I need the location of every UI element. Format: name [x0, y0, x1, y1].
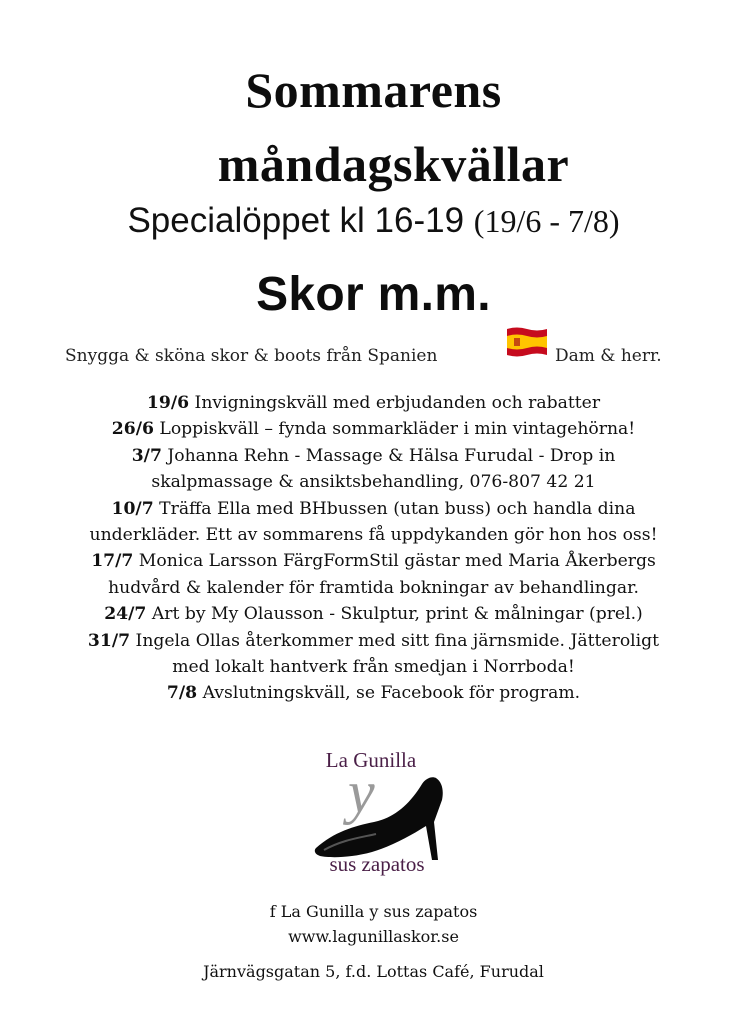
event-list [30, 390, 717, 707]
tagline-text: Snygga & sköna skor & boots från Spanien [65, 346, 438, 366]
logo-subtitle: sus zapatos [329, 852, 425, 876]
event-text: Monica Larsson FärgFormStil gästar med Maria Åkerbergs [133, 551, 656, 572]
address: Järnvägsgatan 5, f.d. Lottas Café, Furudal [203, 962, 544, 981]
event-item-continued: med lokalt hantverk från smedjan i Norrboda! [172, 657, 575, 678]
event-date: 26/6 [111, 419, 154, 440]
event-date: 10/7 [111, 498, 154, 519]
event-item-continued: skalpmassage & ansiktsbehandling, 076-807 42 21 [151, 472, 596, 493]
event-text: Invigningskväll med erbjudanden och rabatter [189, 393, 601, 413]
event-item [30, 416, 717, 442]
opening-hours [0, 196, 747, 246]
event-date: 31/7 [87, 630, 131, 651]
event-date: 17/7 [91, 551, 134, 572]
event-text: Ingela Ollas återkommer med sitt fina järnsmide. Jätteroligt [130, 630, 660, 651]
title-line-1: Sommarens [245, 62, 502, 118]
opening-hours-text: Specialöppet kl 16-19 [127, 201, 465, 240]
event-text: Art by My Olausson - Skulptur, print & målningar (prel.) [146, 604, 643, 625]
event-text: Avslutningskväll, se Facebook för program. [197, 683, 581, 704]
event-date: 3/7 [131, 445, 162, 466]
facebook-line: f La Gunilla y sus zapatos [269, 902, 478, 921]
website-link[interactable]: www.lagunillaskor.se [288, 927, 459, 946]
brand-logo [300, 748, 460, 883]
opening-period: (19/6 - 7/8) [473, 203, 620, 239]
logo-name: La Gunilla [325, 748, 417, 772]
event-date: 19/6 [146, 393, 190, 413]
event-text: Loppiskväll – fynda sommarkläder i min vintagehörna! [153, 419, 636, 440]
event-text: Träffa Ella med BHbussen (utan buss) och handla dina [153, 498, 636, 519]
high-heel-shoe-icon [314, 770, 454, 862]
spain-flag-icon [505, 326, 549, 358]
tagline [0, 326, 747, 376]
event-item [30, 443, 717, 469]
event-item [30, 390, 717, 416]
event-item-continued: hudvård & kalender för framtida bokningar av behandlingar. [108, 577, 639, 598]
event-item [30, 628, 717, 654]
event-item-continued: underkläder. Ett av sommarens få uppdykanden gör hon hos oss! [89, 525, 658, 546]
title-line-2: måndagskvällar [217, 136, 570, 192]
headline: Skor m.m. [256, 268, 491, 321]
event-item [30, 496, 717, 522]
event-date: 7/8 [166, 683, 198, 704]
event-item [30, 601, 717, 627]
event-item [30, 680, 717, 706]
event-item [30, 548, 717, 574]
event-date: 24/7 [104, 604, 147, 625]
tagline-gender: Dam & herr. [555, 346, 662, 366]
logo-y: y [348, 759, 375, 825]
event-text: Johanna Rehn - Massage & Hälsa Furudal - Drop in [161, 445, 616, 466]
